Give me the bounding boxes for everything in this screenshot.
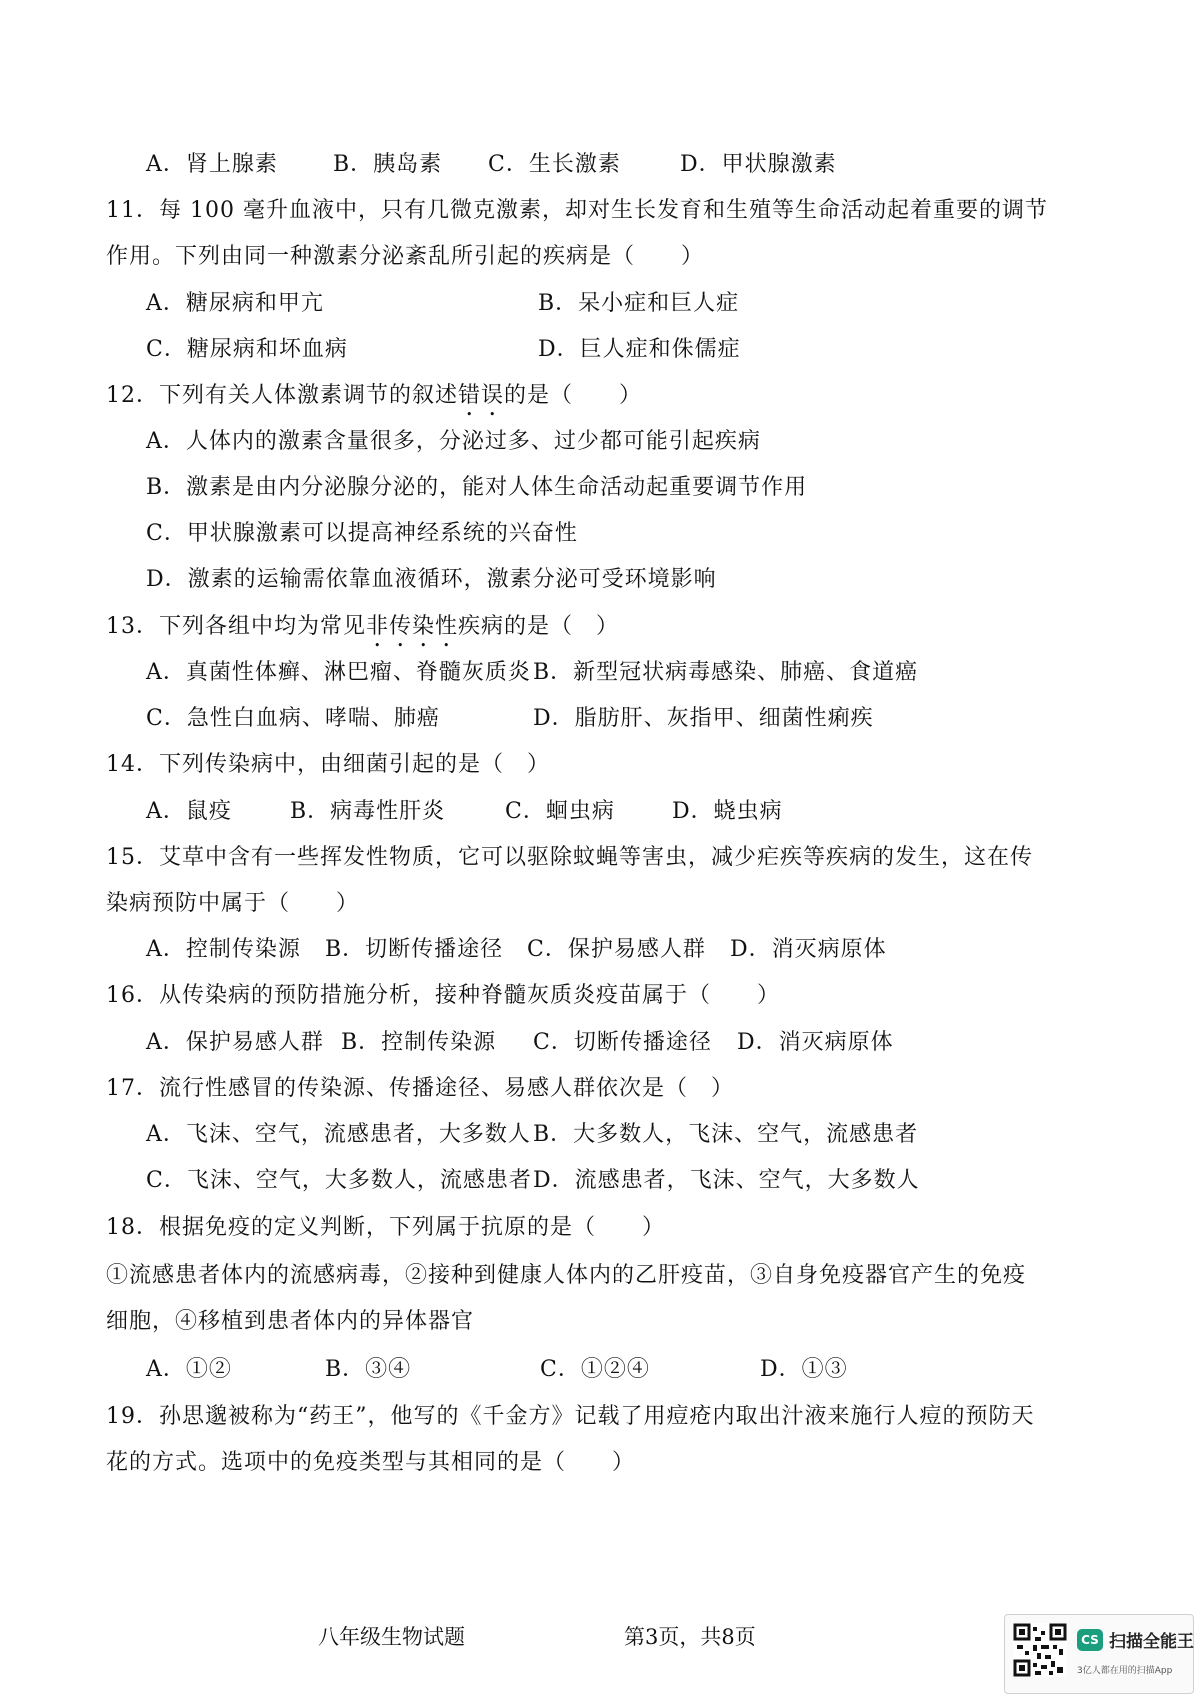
q18-stem-line2: ①流感患者体内的流感病毒，②接种到健康人体内的乙肝疫苗，③自身免疫器官产生的免疫 bbox=[106, 1263, 1027, 1288]
scanner-app-name: 扫描全能王 bbox=[1109, 1632, 1194, 1652]
q12-stem bbox=[106, 381, 642, 421]
q17-option-b: B．大多数人，飞沫、空气，流感患者 bbox=[533, 1122, 919, 1147]
q11-option-a: A．糖尿病和甲亢 bbox=[146, 291, 324, 316]
q13-stem-prefix: 13．下列各组中均为常见 bbox=[106, 614, 366, 639]
q18-option-a: A．①② bbox=[146, 1357, 232, 1382]
q17-option-a: A．飞沫、空气，流感患者，大多数人 bbox=[146, 1122, 531, 1147]
q10-option-d: D．甲状腺激素 bbox=[680, 152, 837, 177]
q14-option-d: D．蛲虫病 bbox=[672, 799, 783, 824]
q16-option-c: C．切断传播途径 bbox=[533, 1030, 712, 1055]
q13-option-b: B．新型冠状病毒感染、肺癌、食道癌 bbox=[533, 660, 919, 685]
q11-option-c: C．糖尿病和坏血病 bbox=[146, 337, 348, 362]
q12-option-c: C．甲状腺激素可以提高神经系统的兴奋性 bbox=[146, 521, 578, 546]
q16-stem: 16．从传染病的预防措施分析，接种脊髓灰质炎疫苗属于（ ） bbox=[106, 983, 780, 1008]
q12-stem-prefix: 12．下列有关人体激素调节的叙述 bbox=[106, 383, 458, 408]
q16-option-a: A．保护易感人群 bbox=[146, 1030, 324, 1055]
q15-option-a: A．控制传染源 bbox=[146, 937, 301, 962]
scanner-tagline: 3亿人都在用的扫描App bbox=[1077, 1666, 1173, 1676]
q19-stem-line2: 花的方式。选项中的免疫类型与其相同的是（ ） bbox=[106, 1450, 636, 1475]
q13-option-c: C．急性白血病、哮喘、肺癌 bbox=[146, 706, 440, 731]
q10-option-c: C．生长激素 bbox=[488, 152, 621, 177]
footer-page-number: 第3页，共8页 bbox=[624, 1625, 756, 1649]
q16-option-b: B．控制传染源 bbox=[341, 1030, 497, 1055]
q15-option-c: C．保护易感人群 bbox=[527, 937, 706, 962]
q14-option-b: B．病毒性肝炎 bbox=[290, 799, 446, 824]
q12-option-a: A．人体内的激素含量很多，分泌过多、过少都可能引起疾病 bbox=[146, 429, 761, 454]
q13-option-d: D．脂肪肝、灰指甲、细菌性痢疾 bbox=[533, 706, 874, 731]
q17-option-c: C．飞沫、空气，大多数人，流感患者 bbox=[146, 1168, 532, 1193]
q10-option-b: B．胰岛素 bbox=[333, 152, 443, 177]
q11-stem-line1: 11．每 100 毫升血液中，只有几微克激素，却对生长发育和生殖等生命活动起着重要的调节 bbox=[106, 198, 1048, 223]
q13-stem-emphasis: 非传染性 bbox=[366, 614, 459, 639]
q13-stem bbox=[106, 612, 619, 652]
q18-stem-line3: 细胞，④移植到患者体内的异体器官 bbox=[106, 1309, 475, 1334]
q10-option-a: A．肾上腺素 bbox=[146, 152, 278, 177]
q18-option-c: C．①②④ bbox=[540, 1357, 650, 1382]
q14-option-c: C．蛔虫病 bbox=[505, 799, 615, 824]
q19-stem-line1: 19．孙思邈被称为“药王”，他写的《千金方》记载了用痘疮内取出汁液来施行人痘的预防天 bbox=[106, 1404, 1035, 1429]
q14-stem: 14．下列传染病中，由细菌引起的是（ ） bbox=[106, 752, 550, 777]
q17-option-d: D．流感患者，飞沫、空气，大多数人 bbox=[533, 1168, 920, 1193]
q15-option-b: B．切断传播途径 bbox=[325, 937, 504, 962]
footer-subject: 八年级生物试题 bbox=[318, 1625, 465, 1649]
q18-option-b: B．③④ bbox=[325, 1357, 412, 1382]
scanner-watermark bbox=[1004, 1614, 1194, 1694]
q15-stem-line2: 染病预防中属于（ ） bbox=[106, 891, 360, 916]
q18-stem: 18．根据免疫的定义判断，下列属于抗原的是（ ） bbox=[106, 1215, 665, 1240]
q14-option-a: A．鼠疫 bbox=[146, 799, 232, 824]
q12-stem-emphasis: 错误 bbox=[458, 383, 505, 408]
qr-code-icon bbox=[1013, 1623, 1067, 1677]
q18-option-d: D．①③ bbox=[760, 1357, 848, 1382]
q15-option-d: D．消灭病原体 bbox=[730, 937, 887, 962]
q11-option-b: B．呆小症和巨人症 bbox=[538, 291, 740, 316]
q12-option-d: D．激素的运输需依靠血液循环，激素分泌可受环境影响 bbox=[146, 567, 717, 592]
q12-stem-suffix: 的是（ ） bbox=[504, 383, 643, 408]
q17-stem: 17．流行性感冒的传染源、传播途径、易感人群依次是（ ） bbox=[106, 1076, 734, 1101]
q16-option-d: D．消灭病原体 bbox=[737, 1030, 894, 1055]
scanner-logo: CS bbox=[1077, 1629, 1103, 1651]
q15-stem-line1: 15．艾草中含有一些挥发性物质，它可以驱除蚊蝇等害虫，减少疟疾等疾病的发生，这在传 bbox=[106, 845, 1033, 870]
q11-stem-line2: 作用。下列由同一种激素分泌紊乱所引起的疾病是（ ） bbox=[106, 244, 705, 269]
q13-stem-suffix: 疾病的是（ ） bbox=[458, 614, 620, 639]
q11-option-d: D．巨人症和侏儒症 bbox=[538, 337, 741, 362]
q13-option-a: A．真菌性体癣、淋巴瘤、脊髓灰质炎 bbox=[146, 660, 531, 685]
q12-option-b: B．激素是由内分泌腺分泌的，能对人体生命活动起重要调节作用 bbox=[146, 475, 808, 500]
